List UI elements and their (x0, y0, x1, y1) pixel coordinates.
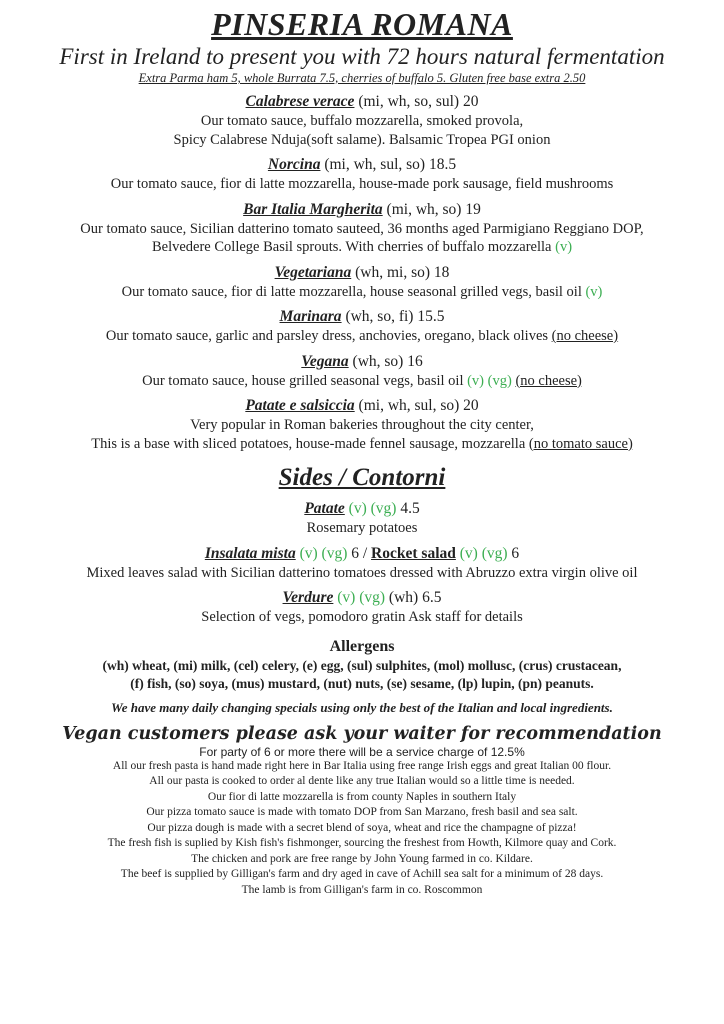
note-line: The lamb is from Gilligan's farm in co. Roscommon (241, 883, 483, 896)
item-description: Spicy Calabrese Nduja(soft salame). Balsamic Tropea PGI onion (173, 131, 551, 148)
item-price: 20 (462, 93, 479, 110)
vegetarian-tag: (v) (459, 544, 478, 562)
item-allergens: (wh, so) (352, 352, 404, 370)
item-description: Our tomato sauce, fior di latte mozzarella, house seasonal grilled vegs, basil oil (121, 283, 582, 300)
menu-item (0, 155, 724, 194)
item-allergens: (wh, mi, so) (355, 263, 431, 281)
note-line: All our fresh pasta is hand made right here in Bar Italia using free range Irish eggs and great Italian 00 flour. (112, 759, 612, 772)
menu-title: PINSERIA ROMANA (211, 6, 513, 42)
vegan-tag: (vg) (487, 372, 512, 389)
item-allergens: (wh) (388, 589, 419, 606)
note-line: Our pizza dough is made with a secret blend of soya, wheat and rice the champagne of pizza! (147, 821, 577, 834)
menu-item (0, 200, 724, 257)
note-line: The chicken and pork are free range by John Young farmed in co. Kildare. (191, 852, 533, 865)
item-name: Patate e salsiccia (245, 397, 355, 414)
item-price: 6.5 (422, 589, 442, 606)
item-price: 18 (433, 263, 450, 281)
item-note: (no tomato sauce) (528, 435, 633, 452)
item-price: 16 (407, 352, 423, 370)
item-description: Our tomato sauce, buffalo mozzarella, smoked provola, (200, 113, 524, 129)
vegan-note: Vegan customers please ask your waiter for recommendation (62, 723, 662, 744)
item-description: Mixed leaves salad with Sicilian datterino tomatoes dressed with Abruzzo extra virgin olive oil (86, 564, 638, 581)
allergens-line: (f) fish, (so) soya, (mus) mustard, (nut) nuts, (se) sesame, (lp) lupin, (pn) peanuts. (130, 675, 594, 691)
item-price: 15.5 (417, 308, 445, 325)
side-item (0, 499, 724, 538)
item-name: Marinara (279, 308, 342, 325)
item-description: This is a base with sliced potatoes, house-made fennel sausage, mozzarella (91, 435, 526, 452)
vegetarian-tag: (v) (337, 589, 356, 606)
item-price: 6 (511, 544, 520, 562)
vegetarian-tag: (v) (555, 239, 573, 255)
allergens-line: (wh) wheat, (mi) milk, (cel) celery, (e) egg, (sul) sulphites, (mol) mollusc, (crus) crustacean, (102, 657, 622, 673)
item-description: Selection of vegs, pomodoro gratin Ask staff for details (201, 609, 523, 625)
item-description: Belvedere College Basil sprouts. With cherries of buffalo mozzarella (151, 239, 552, 255)
item-note: (no cheese) (551, 328, 619, 344)
vegan-tag: (vg) (481, 544, 508, 562)
item-price: 19 (465, 200, 481, 218)
vegetarian-tag: (v) (348, 500, 367, 517)
item-price: 4.5 (400, 500, 420, 517)
note-line: Our fior di latte mozzarella is from county Naples in southern Italy (207, 790, 517, 803)
menu-item (0, 352, 724, 391)
item-description: Our tomato sauce, Sicilian datterino tomato sauteed, 36 months aged Parmigiano Reggiano DOP, (80, 220, 644, 237)
vegetarian-tag: (v) (467, 372, 485, 389)
specials-note: We have many daily changing specials using only the best of the Italian and local ingredients. (111, 699, 613, 715)
item-description: Very popular in Roman bakeries throughout the city center, (190, 417, 534, 433)
item-price: 20 (463, 397, 479, 414)
item-name: Rocket salad (371, 544, 456, 562)
side-item (0, 588, 724, 627)
item-description: Our tomato sauce, fior di latte mozzarella, house-made pork sausage, field mushrooms (110, 176, 614, 192)
sourcing-notes (0, 759, 724, 899)
menu-item (0, 263, 724, 302)
item-name: Vegetariana (274, 263, 352, 281)
vegan-tag: (vg) (321, 544, 348, 562)
item-name: Calabrese verace (245, 93, 355, 110)
menu-subtitle: First in Ireland to present you with 72 hours natural fermentation (59, 44, 665, 69)
item-price: 18.5 (428, 156, 457, 173)
extras-line: Extra Parma ham 5, whole Burrata 7.5, cherries of buffalo 5. Gluten free base extra 2.50 (138, 71, 586, 85)
vegan-tag: (vg) (359, 589, 386, 606)
vegan-tag: (vg) (370, 500, 397, 517)
note-line: The beef is supplied by Gilligan's farm and dry aged in cave of Achill sea salt for a minimum of 28 days. (120, 868, 604, 880)
item-name: Verdure (282, 589, 334, 606)
side-item (0, 544, 724, 583)
item-name: Insalata mista (204, 544, 296, 562)
item-description: Our tomato sauce, house grilled seasonal vegs, basil oil (142, 372, 464, 389)
item-name: Patate (304, 500, 345, 517)
item-note: (no cheese) (515, 372, 582, 389)
item-allergens: (mi, wh, so, sul) (358, 93, 460, 110)
item-name: Vegana (301, 352, 349, 370)
item-allergens: (mi, wh, so) (386, 200, 462, 218)
item-price: 6 / (351, 544, 368, 562)
menu-item (0, 396, 724, 453)
item-name: Bar Italia Margherita (243, 200, 383, 218)
menu-item (0, 307, 724, 346)
item-description: Our tomato sauce, garlic and parsley dress, anchovies, oregano, black olives (105, 328, 549, 344)
menu-item (0, 92, 724, 149)
item-name: Norcina (267, 156, 321, 173)
note-line: The fresh fish is suplied by Kish fish's fishmonger, sourcing the freshest from Howth, Kilmore quay and Cork. (107, 837, 617, 849)
item-allergens: (mi, wh, sul, so) (324, 156, 426, 173)
note-line: Our pizza tomato sauce is made with tomato DOP from San Marzano, fresh basil and sea salt. (146, 806, 578, 818)
sides-title: Sides / Contorni (278, 464, 446, 491)
item-description: Rosemary potatoes (306, 520, 418, 536)
item-allergens: (mi, wh, sul, so) (358, 397, 460, 414)
note-line: All our pasta is cooked to order al dente like any true Italian would so a little time is needed. (149, 775, 575, 787)
item-allergens: (wh, so, fi) (345, 308, 414, 325)
vegetarian-tag: (v) (585, 283, 603, 300)
allergens-title: Allergens (329, 637, 395, 655)
vegetarian-tag: (v) (299, 544, 318, 562)
service-charge-note: For party of 6 or more there will be a service charge of 12.5% (199, 744, 525, 759)
